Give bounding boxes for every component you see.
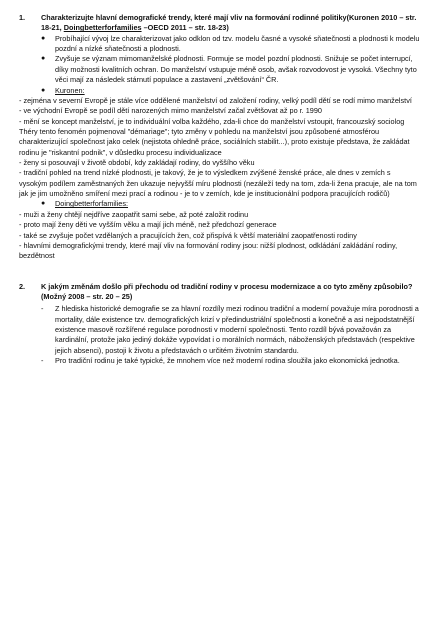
bullet-icon: ●	[41, 200, 46, 208]
question-1	[19, 13, 420, 34]
bullet-icon: ●	[41, 34, 46, 42]
list-item: - mění se koncept manželství, je to individuální volba každého, zda-li chce do manželství vstoupit, francouzský sociolog Théry tento fenomén pojmenoval "démariage"; tyto změny v pohledu na manželství jsou způsobené atmosférou charakterizující společnost jako celek (nejistota ohledně práce, sociálních stabilit...), proto existuje představa, že zakládat rodinu je "riskantní podnik", v důsledku procesu individualizace	[19, 116, 410, 157]
bullet-icon: ●	[41, 55, 46, 63]
list-item: - hlavními demografickými trendy, které mají vliv na formování rodiny jsou: nižší plodnost, odkládání zakládání rodiny, bezdětnost	[19, 240, 398, 261]
title-underlined: Doingbetterforfamilies	[63, 23, 142, 33]
title-part: –OECD 2011 – str. 18-23)	[141, 23, 229, 33]
dash-icon: -	[41, 356, 44, 366]
bullet-item	[41, 54, 420, 85]
bullet-item	[41, 86, 420, 96]
dash-item	[41, 356, 420, 366]
section-label: Kuronen:	[55, 85, 85, 95]
question-number: 1.	[19, 13, 26, 22]
bullet-item	[41, 199, 420, 209]
bullet-icon: ●	[41, 86, 46, 94]
list-item: - proto mají ženy děti ve vyšším věku a mají jich méně, než předchozí generace	[19, 220, 277, 230]
question-title	[41, 13, 420, 34]
title-part: Charakterizujte hlavní demografické trendy, které mají vliv na formování rodinné politiky(Kuronen 2010 – str. 18-21,	[41, 13, 417, 33]
question-body	[41, 13, 420, 34]
section-label: Doingbetterforfamilies:	[55, 199, 129, 209]
dash-icon: -	[41, 304, 44, 314]
dash-item	[41, 304, 420, 356]
bullet-text: Zvyšuje se význam mimomanželské plodnosti. Formuje se model pozdní plodnosti. Snižuje se počet interrupcí, díky možnosti kvalitních ochran. Do manželství vstupuje méně osob, avšak rozvodovost je vysoká. Všechny tyto věci mají za následek stárnutí populace a zastavení „zvětšování“ ČR.	[55, 54, 417, 85]
dash-text: Pro tradiční rodinu je také typické, že mnohem více než moderní rodina sloužila jako ekonomická jednotka.	[55, 356, 400, 366]
list-item: - tradiční pohled na trend nízké plodnosti, je takový, že je to výsledkem zvýšené ženské práce, ale dnes v zemích s vysokým podílem zaměstnaných žen ukazuje nejvyšší míru plodnosti (nezáleží tedy na tom, zda-li žena pracuje, ale na tom jak je jim umožněno smíření mezi prací a rodinou - je to v zemích, kde je institucionální podpora pracujících rodičů)	[19, 168, 417, 199]
bullet-item	[41, 34, 420, 55]
question-title: K jakým změnám došlo při přechodu od tradiční rodiny v procesu modernizace a co tyto změny způsobilo? (Možný 2008 – str. 20 – 25)	[41, 281, 413, 301]
list-item: - ženy si posouvají v životě období, kdy zakládají rodiny, do vyššího věku	[19, 158, 255, 168]
list-item: - také se zvyšuje počet vzdělaných a pracujících žen, což přispívá k větší materiální zaopatřenosti rodiny	[19, 230, 357, 240]
dash-text: Z hlediska historické demografie se za hlavní rozdíly mezi rodinou tradiční a moderní považuje míra porodnosti a mortality, dále existence tzv. demografických krizí v předindustriální společnosti a konečně a asi nejpodstatnější existence masově rozšířené regulace porodnosti v moderní společnosti. Tento rozdíl bývá považován za kardinální, protože jako jediný dokáže vypovídat i o morálních normách, náboženských představách (respektive jejich absenci), postoji k životu a představách o určitém životním standardu.	[55, 304, 419, 355]
question-2	[19, 282, 420, 303]
bullet-text: Probíhající vývoj lze charakterizovat jako odklon od tzv. modelu časné a vysoké sňatečnosti a plodnosti k modelu pozdní a nízké sňatečnosti a plodnosti.	[55, 33, 420, 54]
list-item: - ve východní Evropě se podíl dětí narozených mimo manželství začal zvětšovat až po r. 1990	[19, 106, 322, 116]
list-item: - muži a ženy chtějí nejdříve zaopatřit sami sebe, až poté založit rodinu	[19, 209, 249, 219]
list-item: - zejména v severní Evropě je stále více oddělené manželství od založení rodiny, velký podíl dětí se rodí mimo manželství	[19, 95, 412, 105]
question-number: 2.	[19, 281, 26, 291]
question-body	[41, 282, 420, 303]
